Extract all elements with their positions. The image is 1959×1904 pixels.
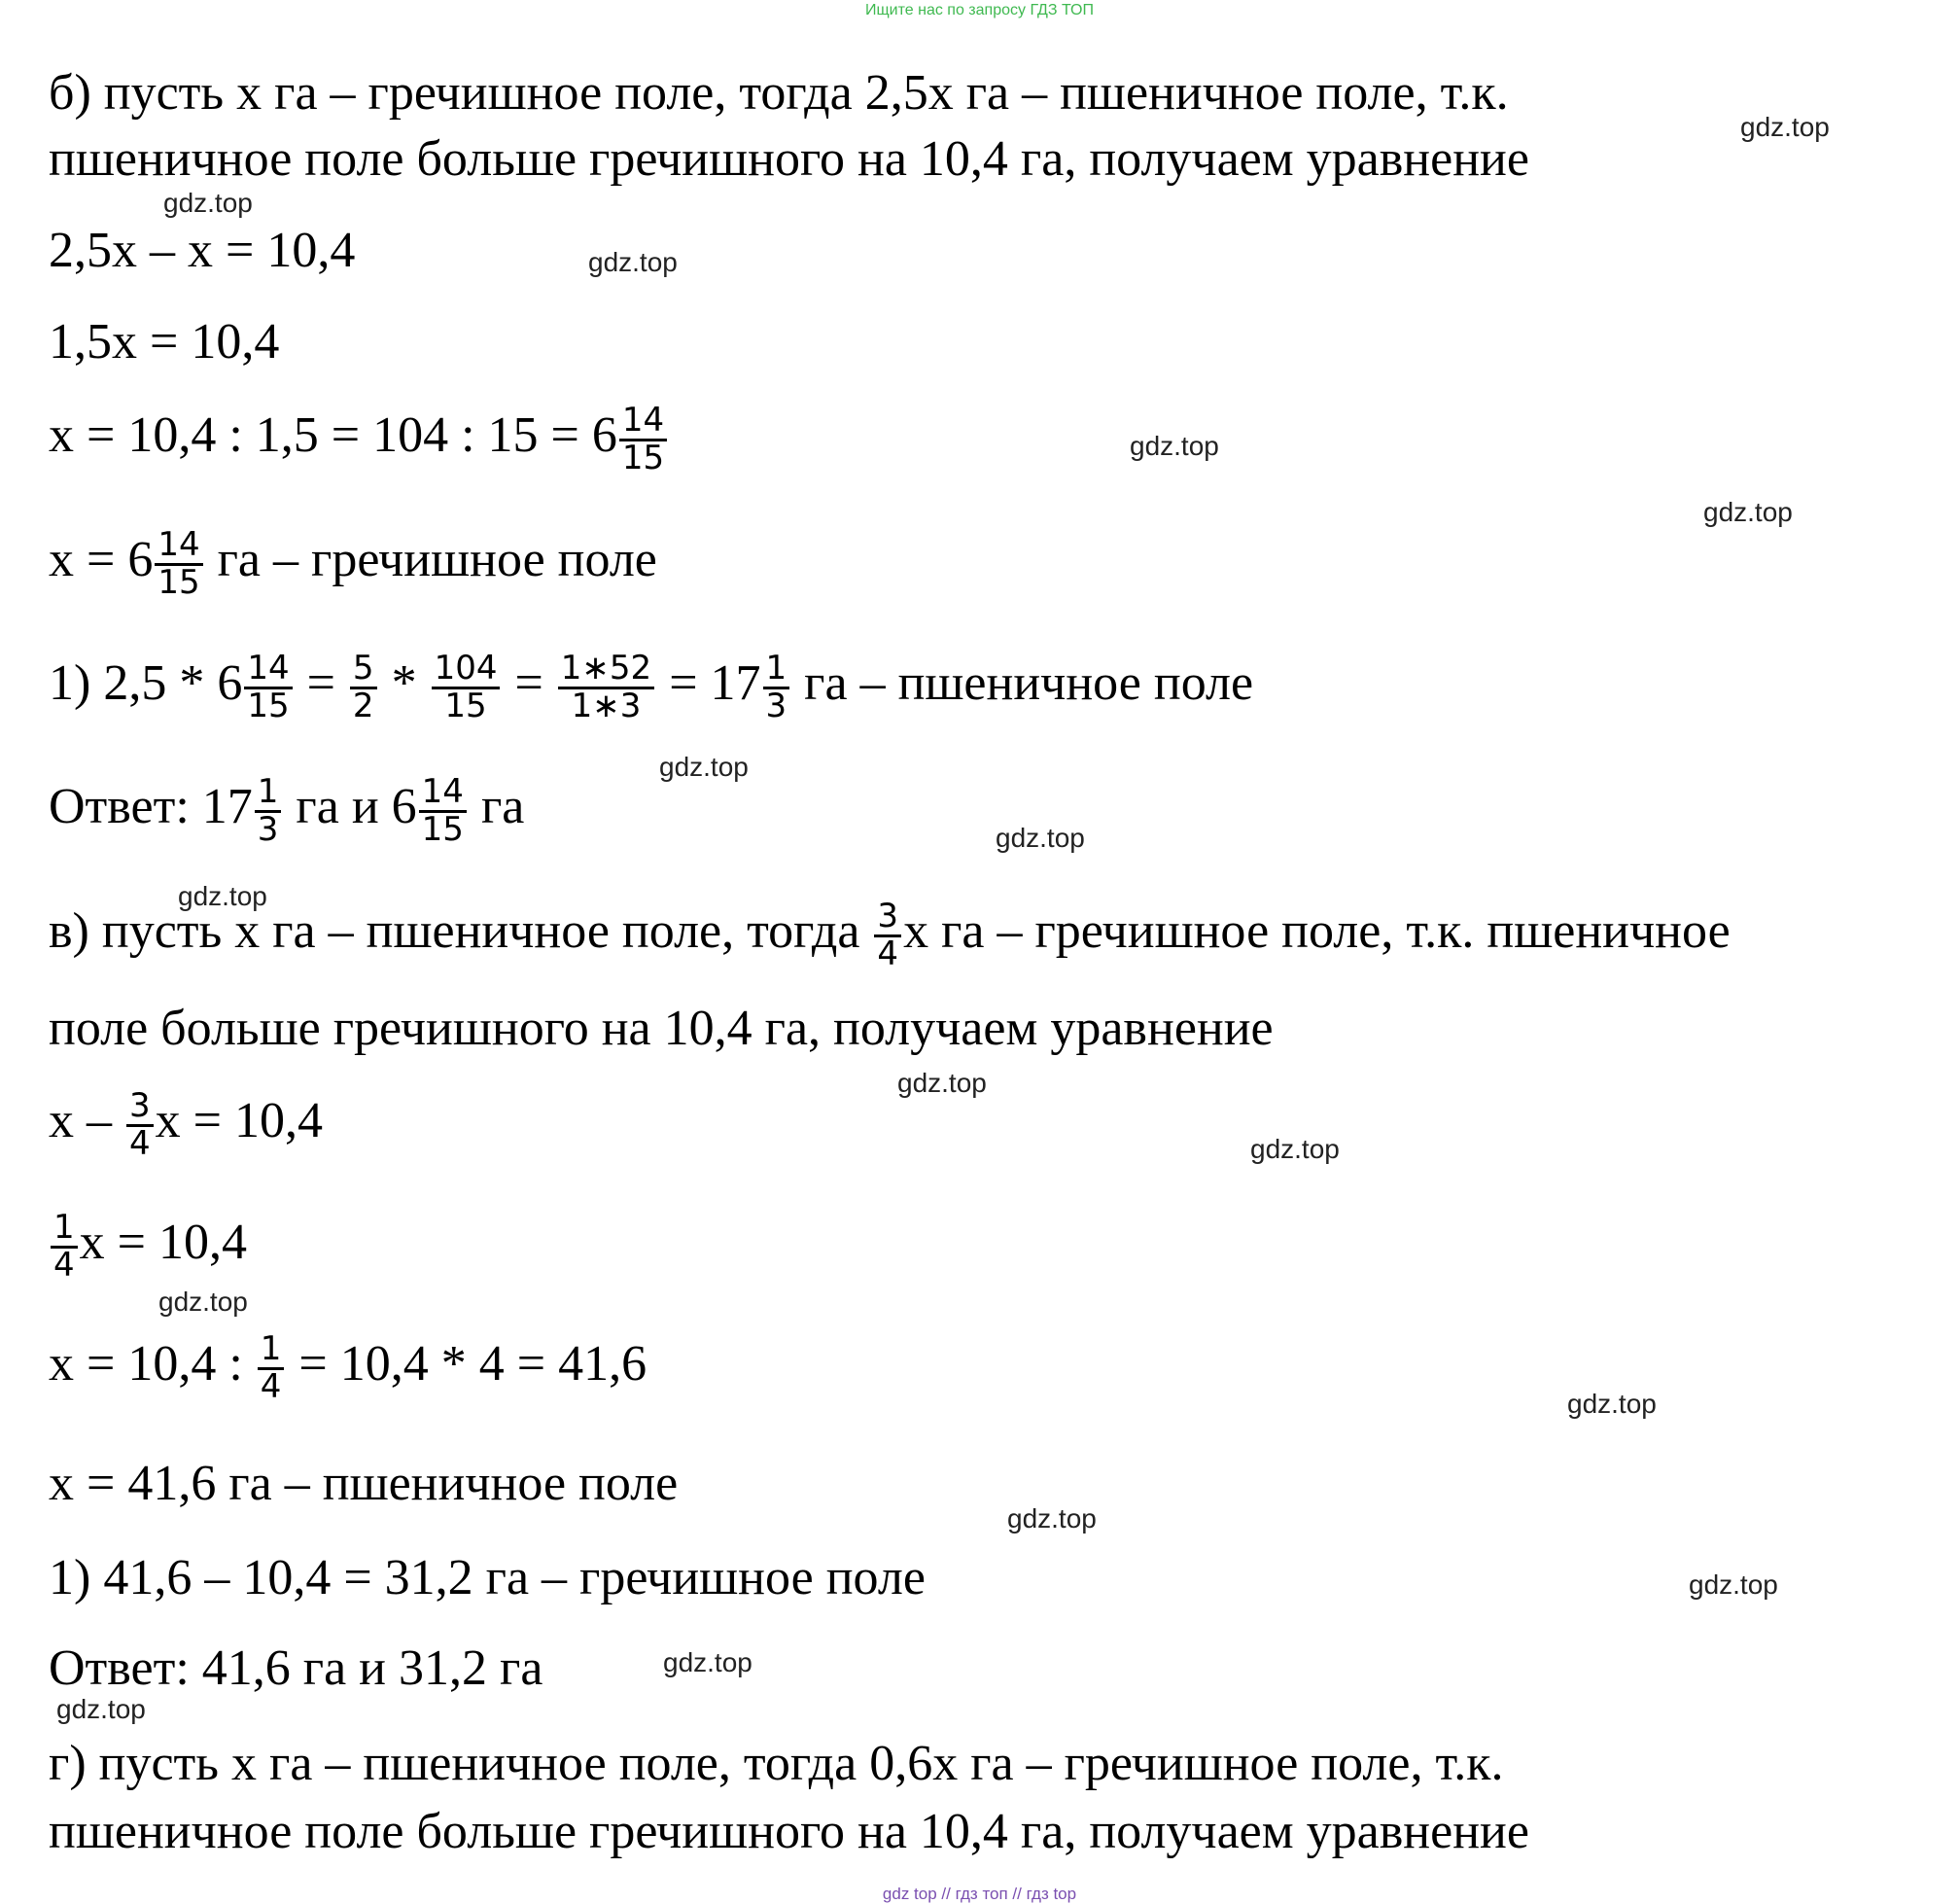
- part-v-equation3: [49, 1329, 647, 1406]
- equation-text: x = 10,4: [79, 1215, 247, 1271]
- fraction-5-2: $\frac{5}{2}$: [350, 652, 377, 723]
- part-v-equation1: [49, 1086, 323, 1163]
- equation-text: га – гречишное поле: [204, 532, 657, 588]
- answer-text: Ответ: 17: [49, 779, 253, 835]
- watermark: gdz.top: [158, 1287, 248, 1317]
- part-b-intro-line2: пшеничное поле больше гречишного на 10,4 га, получаем уравнение: [49, 131, 1529, 187]
- fraction-14-15: $\frac{14}{15}$: [619, 404, 667, 476]
- part-b-equation3: [49, 401, 669, 477]
- part-v-step1: 1) 41,6 – 10,4 = 31,2 га – гречишное поле: [49, 1550, 926, 1605]
- part-b-equation1: 2,5x – x = 10,4: [49, 223, 356, 278]
- watermark: gdz.top: [996, 823, 1085, 853]
- part-g-intro-line2: пшеничное поле больше гречишного на 10,4 га, получаем уравнение: [49, 1804, 1529, 1859]
- answer-text: га: [468, 779, 525, 835]
- part-v-equation4: x = 41,6 га – пшеничное поле: [49, 1456, 679, 1511]
- fraction-3-4: $\frac{3}{4}$: [874, 899, 901, 971]
- watermark: gdz.top: [1740, 112, 1830, 142]
- fraction-1-3: $\frac{1}{3}$: [255, 775, 282, 847]
- equation-text: x = 6: [49, 532, 154, 588]
- watermark: gdz.top: [178, 881, 267, 911]
- part-v-equation2: [49, 1208, 247, 1285]
- watermark: gdz.top: [1250, 1134, 1340, 1164]
- part-v-intro-line2: поле больше гречишного на 10,4 га, получаем уравнение: [49, 1001, 1274, 1056]
- equation-text: га – пшеничное поле: [791, 655, 1254, 712]
- part-v-answer: Ответ: 41,6 га и 31,2 га: [49, 1640, 543, 1696]
- equals-sign: =: [294, 655, 348, 712]
- fraction-52-3: $\frac{1∗52}{1∗3}$: [558, 652, 654, 723]
- equation-text: x = 10,4 :: [49, 1336, 256, 1393]
- equation-text: 1) 2,5 * 6: [49, 655, 243, 712]
- watermark: gdz.top: [163, 188, 253, 218]
- multiply-sign: *: [378, 655, 430, 712]
- watermark: gdz.top: [663, 1647, 752, 1677]
- part-b-step1: [49, 649, 1254, 725]
- watermark: gdz.top: [1007, 1503, 1097, 1534]
- watermark: gdz.top: [1703, 497, 1793, 527]
- fraction-3-4: $\frac{3}{4}$: [126, 1089, 154, 1161]
- watermark: gdz.top: [897, 1068, 987, 1098]
- watermark: gdz.top: [56, 1694, 146, 1724]
- fraction-14-15: $\frac{14}{15}$: [419, 775, 467, 847]
- fraction-1-4: $\frac{1}{4}$: [51, 1211, 78, 1283]
- fraction-14-15: $\frac{14}{15}$: [244, 652, 292, 723]
- equation-text: = 10,4 * 4 = 41,6: [286, 1336, 647, 1393]
- equation-text: = 17: [656, 655, 761, 712]
- equation-text: x = 10,4 : 1,5 = 104 : 15 = 6: [49, 407, 617, 464]
- equation-text: x = 10,4: [155, 1093, 323, 1149]
- fraction-14-15: $\frac{14}{15}$: [155, 528, 202, 600]
- watermark: gdz.top: [659, 752, 749, 782]
- top-banner: Ищите нас по запросу ГДЗ ТОП: [865, 2, 1094, 18]
- part-g-intro-line1: г) пусть x га – пшеничное поле, тогда 0,6x га – гречишное поле, т.к.: [49, 1736, 1504, 1791]
- part-b-answer: [49, 772, 525, 849]
- part-b-equation2: 1,5x = 10,4: [49, 314, 280, 370]
- equation-text: x –: [49, 1093, 124, 1149]
- answer-text: га и 6: [283, 779, 417, 835]
- watermark: gdz.top: [1689, 1569, 1778, 1600]
- fraction-104-15: $\frac{104}{15}$: [432, 652, 501, 723]
- equals-sign: =: [502, 655, 556, 712]
- intro-text: в) пусть x га – пшеничное поле, тогда: [49, 903, 873, 960]
- fraction-1-3: $\frac{1}{3}$: [763, 652, 790, 723]
- part-b-intro-line1: б) пусть x га – гречишное поле, тогда 2,5x га – пшеничное поле, т.к.: [49, 65, 1509, 121]
- watermark: gdz.top: [588, 247, 678, 277]
- part-b-equation4: [49, 525, 657, 602]
- fraction-1-4: $\frac{1}{4}$: [258, 1332, 285, 1404]
- intro-text: x га – гречишное поле, т.к. пшеничное: [903, 903, 1731, 960]
- part-v-intro-line1: [49, 899, 1731, 971]
- watermark: gdz.top: [1567, 1389, 1657, 1419]
- bottom-banner: gdz top // гдз топ // гдз top: [882, 1885, 1077, 1903]
- watermark: gdz.top: [1130, 431, 1219, 461]
